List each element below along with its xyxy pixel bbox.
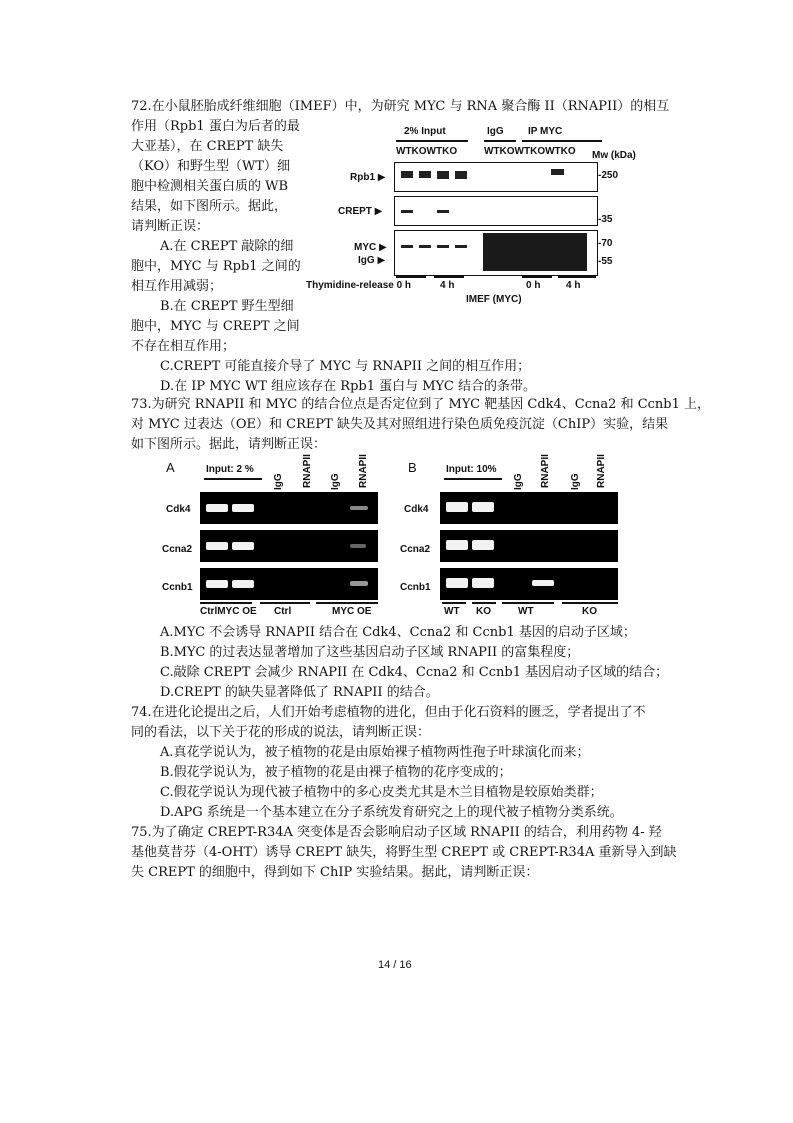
wb-band bbox=[401, 171, 413, 178]
chip-b-bottom1: WT bbox=[444, 606, 460, 617]
q72-side-3: （KO）和野生型（WT）细 bbox=[131, 159, 291, 174]
chip-b-letter: B bbox=[408, 460, 417, 475]
wb-thymidine-label: Thymidine-release 0 h bbox=[306, 280, 412, 291]
wb-m250: -250 bbox=[598, 170, 619, 181]
wb-igg-row-label: IgG ▶ bbox=[358, 255, 386, 266]
gel-band bbox=[532, 580, 554, 586]
chip-b-bottom2: KO bbox=[476, 606, 491, 617]
chip-a-bottom-bar2 bbox=[260, 602, 310, 604]
chip-figure-b bbox=[400, 452, 630, 622]
wb-band bbox=[401, 245, 413, 248]
q74-optC: C.假花学说认为现代被子植物中的多心皮类尤其是木兰目植物是较原始类群； bbox=[160, 785, 603, 800]
wb-4h-bar bbox=[434, 276, 464, 278]
chip-b-input-bar bbox=[444, 478, 502, 480]
gel-band bbox=[206, 542, 228, 550]
q75-line1: 75.为了确定 CREPT-R34A 突变体是否会影响启动子区域 RNAPII 的结合，利用药物 4- 羟 bbox=[131, 825, 662, 840]
gel-band bbox=[472, 578, 494, 588]
chip-b-rnapii1: RNAPII bbox=[540, 454, 551, 488]
chip-b-bottom-bar3 bbox=[502, 602, 554, 604]
chip-a-bottom-bar1 bbox=[200, 602, 252, 604]
q74-line2: 同的看法，以下关于花的形成的说法，请判断正误： bbox=[131, 725, 431, 740]
chip-a-igg2: IgG bbox=[330, 473, 341, 490]
chip-b-bottom4: KO bbox=[582, 606, 597, 617]
wb-band bbox=[419, 245, 431, 248]
q72-side-5: 结果，如下图所示。据此， bbox=[131, 199, 288, 214]
gel-band bbox=[446, 502, 468, 512]
q72-optB-1: B.在 CREPT 野生型细 bbox=[160, 299, 294, 314]
wb-igg-label: IgG bbox=[487, 126, 504, 137]
wb-ipmyc-bar bbox=[522, 140, 602, 142]
chip-b-bottom-bar2 bbox=[472, 602, 496, 604]
q72-side-6: 请判断正误： bbox=[131, 219, 210, 234]
wb-rpb1-blot bbox=[394, 162, 598, 192]
q72-optC: C.CREPT 可能直接介导了 MYC 与 RNAPII 之间的相互作用； bbox=[160, 359, 531, 374]
chip-b-igg1: IgG bbox=[513, 473, 524, 490]
q72-optA-2: 胞中，MYC 与 Rpb1 之间的 bbox=[131, 259, 301, 274]
q72-line1: 72.在小鼠胚胎成纤维细胞（IMEF）中，为研究 MYC 与 RNA 聚合酶 II（RNAPII）的相互 bbox=[131, 99, 670, 114]
wb-band bbox=[437, 210, 449, 213]
chip-b-rnapii2: RNAPII bbox=[596, 454, 607, 488]
q72-optA-3: 相互作用减弱； bbox=[131, 279, 223, 294]
wb-band bbox=[437, 245, 449, 248]
chip-a-gene-ccna2: Ccna2 bbox=[162, 544, 193, 555]
wb-band bbox=[437, 171, 449, 179]
chip-b-bottom-bar1 bbox=[442, 602, 466, 604]
q74-optA: A.真花学说认为，被子植物的花是由原始裸子植物两性孢子叶球演化而来； bbox=[160, 745, 590, 760]
q73-optB: B.MYC 的过表达显著增加了这些基因启动子区域 RNAPII 的富集程度； bbox=[160, 645, 580, 660]
chip-a-bottom2: Ctrl bbox=[274, 606, 292, 617]
gel-band bbox=[350, 581, 368, 586]
wb-igg-bar bbox=[484, 140, 516, 142]
chip-a-gene-cdk4: Cdk4 bbox=[166, 504, 191, 515]
q73-line3: 如下图所示。据此，请判断正误： bbox=[131, 437, 327, 452]
wb-band bbox=[455, 171, 467, 179]
chip-b-gene-ccnb1: Ccnb1 bbox=[400, 582, 431, 593]
gel-band bbox=[232, 504, 254, 512]
chip-b-gene-ccna2: Ccna2 bbox=[400, 544, 431, 555]
chip-b-igg2: IgG bbox=[570, 473, 581, 490]
q72-optA-1: A.在 CREPT 敲除的细 bbox=[160, 239, 294, 254]
gel-band bbox=[232, 580, 254, 588]
gel-band bbox=[472, 502, 494, 512]
q72-optB-3: 不存在相互作用； bbox=[131, 339, 236, 354]
wb-ip0h-bar bbox=[522, 276, 552, 278]
gel-band bbox=[206, 580, 228, 588]
wb-input-label: 2% Input bbox=[404, 126, 446, 137]
q74-optB: B.假花学说认为，被子植物的花是由裸子植物的花序变成的； bbox=[160, 765, 512, 780]
q73-optD: D.CREPT 的缺失显著降低了 RNAPII 的结合。 bbox=[160, 685, 439, 700]
chip-b-bottom-bar4 bbox=[562, 602, 618, 604]
gel-band bbox=[232, 542, 254, 550]
wb-band bbox=[551, 169, 564, 175]
chip-a-gel-ccna2 bbox=[200, 530, 378, 562]
wb-m55: -55 bbox=[598, 256, 613, 267]
gel-band bbox=[206, 504, 228, 512]
wb-lanes-input: WTKOWTKO bbox=[396, 146, 458, 157]
chip-a-gene-ccnb1: Ccnb1 bbox=[162, 582, 193, 593]
wb-band bbox=[419, 171, 431, 178]
q72-side-2: 大亚基），在 CREPT 缺失 bbox=[131, 139, 284, 154]
q72-optB-2: 胞中，MYC 与 CREPT 之间 bbox=[131, 319, 300, 334]
chip-b-gel-ccnb1 bbox=[440, 568, 618, 600]
wb-myc-label: MYC ▶ bbox=[354, 242, 387, 253]
chip-a-gel-ccnb1 bbox=[200, 568, 378, 600]
chip-a-rnapii1: RNAPII bbox=[302, 454, 313, 488]
wb-figure bbox=[300, 124, 636, 305]
chip-a-bottom-bar3 bbox=[316, 602, 378, 604]
page-number: 14 / 16 bbox=[378, 959, 412, 971]
wb-crept-label: CREPT ▶ bbox=[338, 206, 383, 217]
q74-optD: D.APG 系统是一个基本建立在分子系统发育研究之上的现代被子植物分类系统。 bbox=[160, 805, 623, 820]
chip-a-rnapii2: RNAPII bbox=[358, 454, 369, 488]
chip-a-gel-cdk4 bbox=[200, 492, 378, 524]
wb-crept-blot bbox=[394, 196, 598, 226]
chip-b-bottom3: WT bbox=[518, 606, 534, 617]
gel-band bbox=[446, 578, 468, 588]
q74-line1: 74.在进化论提出之后，人们开始考虑植物的进化，但由于化石资料的匮乏，学者提出了不 bbox=[131, 705, 646, 720]
q73-line1: 73.为研究 RNAPII 和 MYC 的结合位点是否定位到了 MYC 靶基因 Cdk4、Ccna2 和 Ccnb1 上， bbox=[131, 397, 711, 412]
wb-ip4h-bar bbox=[558, 276, 596, 278]
wb-input-bar bbox=[396, 140, 468, 142]
q72-optD: D.在 IP MYC WT 组应该存在 Rpb1 蛋白与 MYC 结合的条带。 bbox=[160, 379, 536, 394]
chip-a-bottom3: MYC OE bbox=[332, 606, 372, 617]
wb-m35: -35 bbox=[598, 214, 613, 225]
wb-lanes-ip: WTKOWTKOWTKO bbox=[484, 146, 576, 157]
q73-line2: 对 MYC 过表达（OE）和 CREPT 缺失及其对照组进行染色质免疫沉淀（ChIP）实验，结果 bbox=[131, 417, 669, 432]
q73-optA: A.MYC 不会诱导 RNAPII 结合在 Cdk4、Ccna2 和 Ccnb1 基因的启动子区域； bbox=[160, 625, 636, 640]
wb-myc-blot bbox=[394, 230, 598, 276]
chip-b-gel-ccna2 bbox=[440, 530, 618, 562]
gel-band bbox=[446, 540, 468, 550]
chip-b-gel-cdk4 bbox=[440, 492, 618, 524]
chip-a-letter: A bbox=[166, 460, 175, 475]
chip-b-input: Input: 10% bbox=[446, 464, 497, 475]
q72-side-1: 作用（Rpb1 蛋白为后者的最 bbox=[131, 119, 300, 134]
q73-optC: C.敲除 CREPT 会减少 RNAPII 在 Cdk4、Ccna2 和 Ccnb1 基因启动子区域的结合； bbox=[160, 665, 669, 680]
wb-ip-smear bbox=[483, 233, 587, 271]
gel-band bbox=[350, 544, 366, 548]
wb-rpb1-label: Rpb1 ▶ bbox=[350, 172, 386, 183]
wb-ip4h-label: 4 h bbox=[566, 280, 581, 291]
wb-ipmyc-label: IP MYC bbox=[528, 126, 563, 137]
chip-a-igg1: IgG bbox=[273, 473, 284, 490]
wb-4h-label: 4 h bbox=[440, 280, 455, 291]
wb-imef-label: IMEF (MYC) bbox=[466, 294, 522, 305]
wb-band bbox=[401, 210, 413, 213]
q75-line2: 基他莫昔芬（4-OHT）诱导 CREPT 缺失，将野生型 CREPT 或 CREPT-R34A 重新导入到缺 bbox=[131, 845, 677, 860]
wb-0h-bar bbox=[396, 276, 426, 278]
chip-a-input: Input: 2 % bbox=[206, 464, 254, 475]
gel-band bbox=[472, 540, 494, 550]
chip-figure-a bbox=[160, 452, 385, 622]
wb-mw-label: Mw (kDa) bbox=[592, 150, 636, 161]
chip-a-input-bar bbox=[204, 478, 262, 480]
chip-b-gene-cdk4: Cdk4 bbox=[404, 504, 429, 515]
wb-m70: -70 bbox=[598, 238, 613, 249]
wb-ip0h-label: 0 h bbox=[526, 280, 541, 291]
q72-side-4: 胞中检测相关蛋白质的 WB bbox=[131, 179, 289, 194]
gel-band bbox=[350, 506, 368, 510]
wb-band bbox=[455, 245, 467, 248]
chip-a-bottom1: CtrlMYC OE bbox=[200, 606, 257, 617]
q75-line3: 失 CREPT 的细胞中，得到如下 ChIP 实验结果。据此，请判断正误： bbox=[131, 865, 539, 880]
